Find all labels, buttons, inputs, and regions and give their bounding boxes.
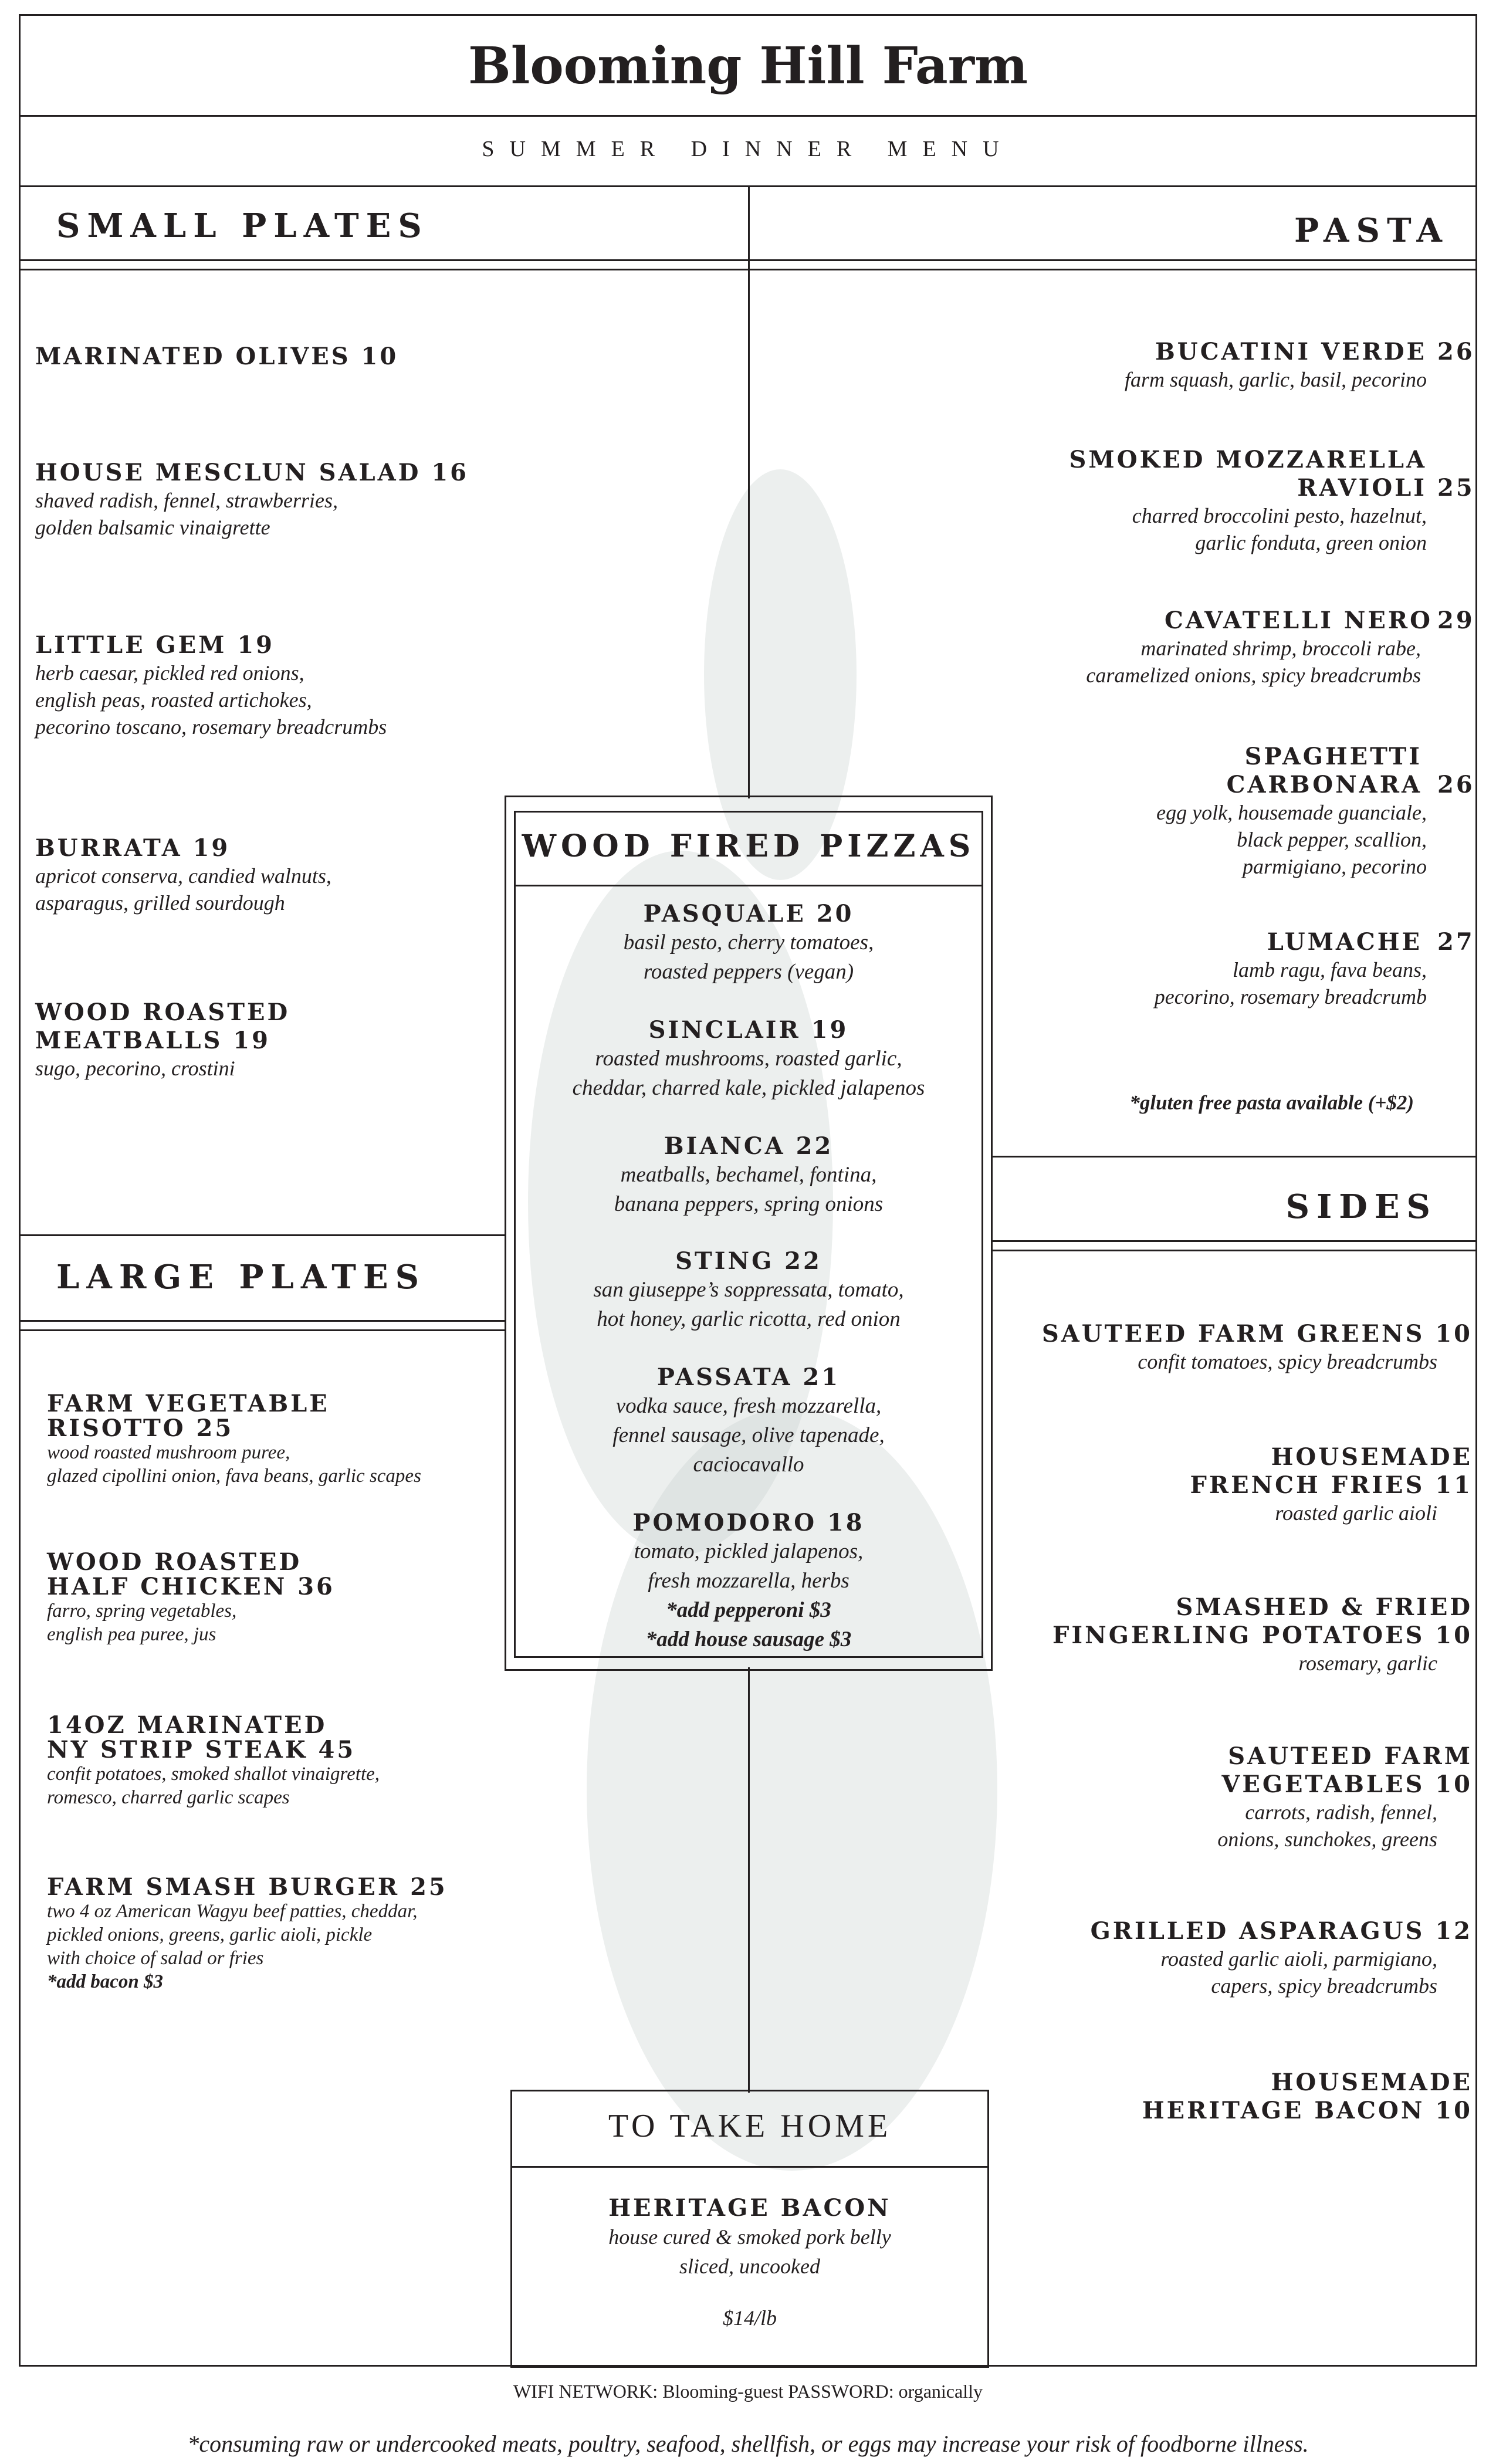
small-plate-olives: MARINATED OLIVES 10 xyxy=(35,343,399,370)
wifi-info: WIFI NETWORK: Blooming-guest PASSWORD: organically xyxy=(513,2381,983,2402)
large-plates-heading: LARGE PLATES xyxy=(56,1258,427,1297)
side-vegetables: SAUTEED FARM VEGETABLES 10 carrots, radish, fennel, onions, sunchokes, greens xyxy=(1217,1742,1473,1851)
side-greens: SAUTEED FARM GREENS 10 confit tomatoes, spicy breadcrumbs xyxy=(1041,1320,1473,1373)
small-plate-mesclun: HOUSE MESCLUN SALAD 16 shaved radish, fennel, strawberries, golden balsamic vinaigrette xyxy=(35,459,469,539)
pizza-passata: PASSATA 21 vodka sauce, fresh mozzarella, fennel sausage, olive tapenade, caciocavallo xyxy=(612,1363,885,1477)
restaurant-title: Blooming Hill Farm xyxy=(468,36,1028,96)
pasta-heading: PASTA xyxy=(1294,211,1449,250)
large-plates-rule-2 xyxy=(19,1329,505,1331)
side-bacon: HOUSEMADE HERITAGE BACON 10 xyxy=(1142,2069,1473,2124)
pasta-bucatini: BUCATINI VERDE 26 farm squash, garlic, basil, pecorino xyxy=(1124,338,1475,391)
pizza-bianca: BIANCA 22 meatballs, bechamel, fontina, banana peppers, spring onions xyxy=(614,1132,884,1216)
gluten-free-note: *gluten free pasta available (+$2) xyxy=(1129,1091,1414,1114)
side-potatoes: SMASHED & FRIED FINGERLING POTATOES 10 rosemary, garlic xyxy=(1052,1593,1473,1675)
pizza-sinclair: SINCLAIR 19 roasted mushrooms, roasted garlic, cheddar, charred kale, pickled jalapenos xyxy=(572,1016,925,1100)
large-plate-steak: 14OZ MARINATED NY STRIP STEAK 45 confit potatoes, smoked shallot vinaigrette, romesco, charred garlic scapes xyxy=(47,1711,380,1808)
side-asparagus: GRILLED ASPARAGUS 12 roasted garlic aioli, parmigiano, capers, spicy breadcrumbs xyxy=(1090,1917,1473,1998)
large-plate-burger: FARM SMASH BURGER 25 two 4 oz American Wagyu beef patties, cheddar, pickled onions, greens, garlic aioli, pickle with choice of salad or fries *add bacon $3 xyxy=(47,1873,448,1992)
pasta-carbonara: SPAGHETTI CARBONARA 26 egg yolk, housemade guanciale, black pepper, scallion, parmigiano, pecorino xyxy=(1156,743,1475,878)
sides-rule-2 xyxy=(993,1250,1477,1251)
menu-subtitle: SUMMER DINNER MENU xyxy=(482,137,1014,161)
pasta-cavatelli: CAVATELLI NERO 29 marinated shrimp, broccoli rabe, caramelized onions, spicy breadcrumbs xyxy=(1086,607,1475,687)
pizza-pasquale: PASQUALE 20 basil pesto, cherry tomatoes, roasted peppers (vegan) xyxy=(623,900,874,984)
pizza-pomodoro: POMODORO 18 tomato, pickled jalapenos, fresh mozzarella, herbs *add pepperoni $3 *add house sausage $3 xyxy=(632,1509,865,1651)
small-plate-little-gem: LITTLE GEM 19 herb caesar, pickled red onions, english peas, roasted artichokes, pecorino toscano, rosemary breadcrumbs xyxy=(35,631,387,739)
food-safety-disclaimer: *consuming raw or undercooked meats, poultry, seafood, shellfish, or eggs may increase your risk of foodborne illness. xyxy=(187,2431,1309,2457)
pizza-heading: WOOD FIRED PIZZAS xyxy=(522,828,976,864)
take-home-rule xyxy=(510,2166,989,2168)
small-plates-heading: SMALL PLATES xyxy=(56,207,429,245)
take-home-heading: TO TAKE HOME xyxy=(608,2108,892,2144)
sides-rule xyxy=(993,1240,1477,1242)
pasta-lumache: LUMACHE 27 lamb ragu, fava beans, pecorino, rosemary breadcrumb xyxy=(1154,928,1475,1008)
take-home-bacon: HERITAGE BACON house cured & smoked pork belly sliced, uncooked $14/lb xyxy=(608,2194,891,2330)
sides-top-rule xyxy=(993,1156,1477,1157)
pasta-ravioli: SMOKED MOZZARELLA RAVIOLI 25 charred broccolini pesto, hazelnut, garlic fonduta, green onion xyxy=(1069,446,1475,554)
large-plate-risotto: FARM VEGETABLE RISOTTO 25 wood roasted mushroom puree, glazed cipollini onion, fava beans, garlic scapes xyxy=(47,1390,421,1487)
header-divider xyxy=(19,115,1477,117)
side-fries: HOUSEMADE FRENCH FRIES 11 roasted garlic aioli xyxy=(1190,1443,1473,1525)
large-plate-chicken: WOOD ROASTED HALF CHICKEN 36 farro, spring vegetables, english pea puree, jus xyxy=(47,1548,335,1645)
center-vertical-mid xyxy=(748,1667,750,2093)
large-plates-rule xyxy=(19,1320,505,1322)
sides-heading: SIDES xyxy=(1285,1187,1437,1226)
small-plate-burrata: BURRATA 19 apricot conserva, candied walnuts, asparagus, grilled sourdough xyxy=(35,834,331,915)
large-plates-top-rule xyxy=(19,1234,505,1236)
pizza-sting: STING 22 san giuseppe’s soppressata, tomato, hot honey, garlic ricotta, red onion xyxy=(593,1247,904,1331)
center-vertical-top xyxy=(748,185,750,798)
pizza-heading-rule xyxy=(514,885,983,886)
small-plate-meatballs: WOOD ROASTED MEATBALLS 19 sugo, pecorino, crostini xyxy=(35,999,290,1080)
